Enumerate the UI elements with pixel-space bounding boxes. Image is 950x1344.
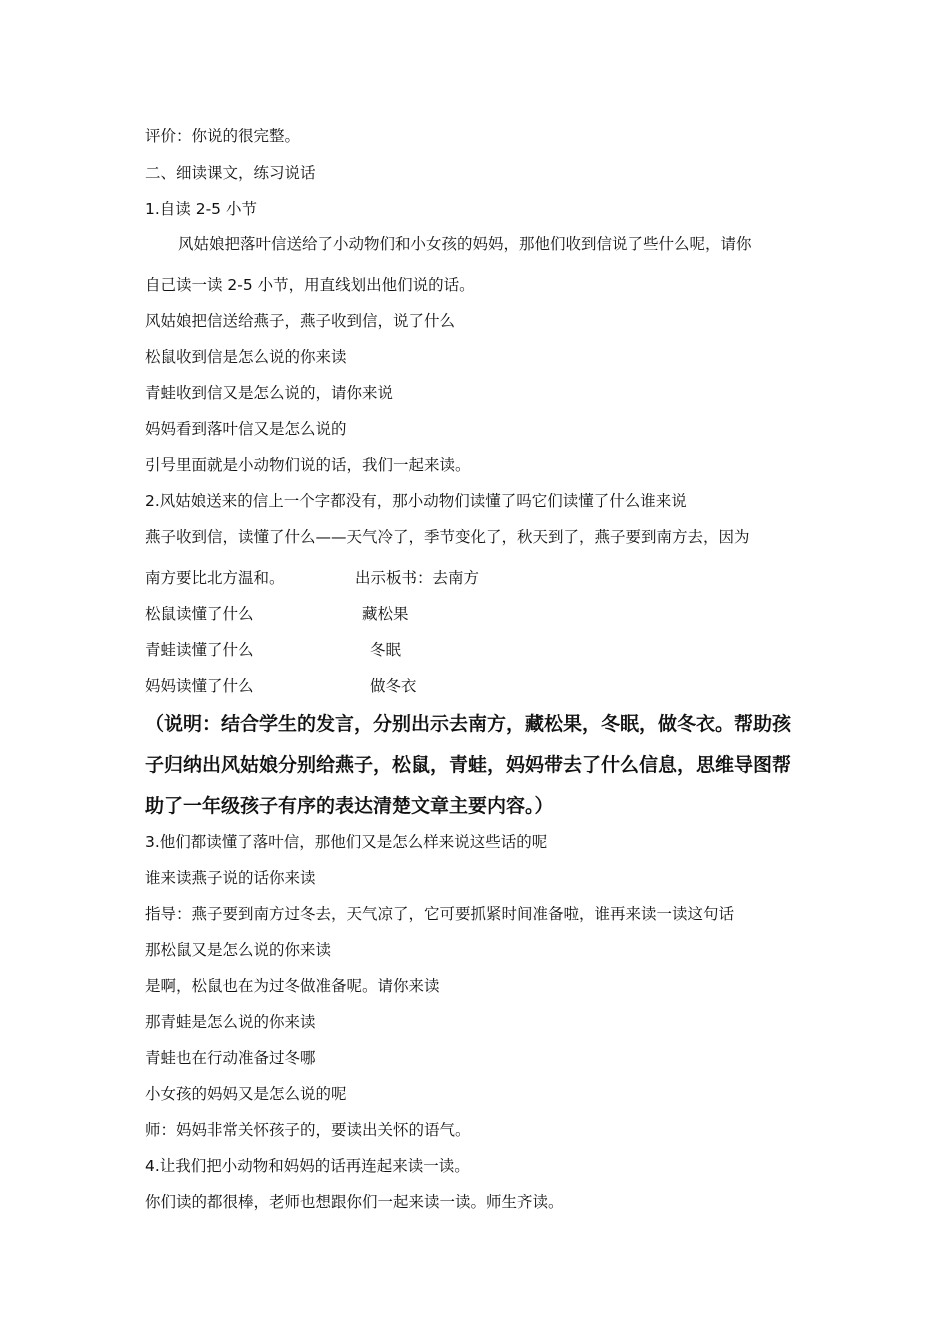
text-line: 评价：你说的很完整。 bbox=[145, 127, 301, 145]
text-line: 2.风姑娘送来的信上一个字都没有，那小动物们读懂了吗它们读懂了什么谁来说 bbox=[145, 492, 687, 510]
text-line: 你们读的都很棒，老师也想跟你们一起来读一读。师生齐读。 bbox=[145, 1193, 564, 1211]
text-line: 师：妈妈非常关怀孩子的，要读出关怀的语气。 bbox=[145, 1121, 471, 1139]
text-line: 那青蛙是怎么说的你来读 bbox=[145, 1013, 316, 1031]
paragraph-line: 燕子收到信，读懂了什么——天气冷了，季节变化了，秋天到了，燕子要到南方去，因为 bbox=[145, 528, 750, 546]
text-line: 松鼠读懂了什么 bbox=[145, 605, 254, 623]
text-line: 青蛙也在行动准备过冬哪 bbox=[145, 1049, 316, 1067]
paragraph-line: 自己读一读 2-5 小节，用直线划出他们说的话。 bbox=[145, 276, 475, 294]
text-line: 风姑娘把信送给燕子，燕子收到信，说了什么 bbox=[145, 312, 456, 330]
text-line: 青蛙读懂了什么 bbox=[145, 641, 254, 659]
text-line: 指导：燕子要到南方过冬去，天气凉了，它可要抓紧时间准备啦，谁再来读一读这句话 bbox=[145, 905, 735, 923]
text-line: 4.让我们把小动物和妈妈的话再连起来读一读。 bbox=[145, 1157, 470, 1175]
board-note: 做冬衣 bbox=[370, 677, 417, 695]
board-note: 藏松果 bbox=[362, 605, 409, 623]
text-line: 是啊，松鼠也在为过冬做准备呢。请你来读 bbox=[145, 977, 440, 995]
text-line: 那松鼠又是怎么说的你来读 bbox=[145, 941, 332, 959]
text-line: 3.他们都读懂了落叶信，那他们又是怎么样来说这些话的呢 bbox=[145, 833, 548, 851]
board-note: 冬眠 bbox=[370, 641, 402, 659]
text-line: 松鼠收到信是怎么说的你来读 bbox=[145, 348, 347, 366]
text-line: 谁来读燕子说的话你来读 bbox=[145, 869, 316, 887]
text-line: 小女孩的妈妈又是怎么说的呢 bbox=[145, 1085, 347, 1103]
bold-note-line: 助了一年级孩子有序的表达清楚文章主要内容。） bbox=[145, 795, 554, 817]
bold-note-line: （说明：结合学生的发言，分别出示去南方，藏松果，冬眠，做冬衣。帮助孩 bbox=[145, 713, 792, 735]
bold-note-line: 子归纳出风姑娘分别给燕子，松鼠，青蛙，妈妈带去了什么信息，思维导图帮 bbox=[145, 754, 792, 776]
paragraph-line: 南方要比北方温和。 bbox=[145, 569, 285, 587]
text-line: 青蛙收到信又是怎么说的，请你来说 bbox=[145, 384, 394, 402]
text-line: 妈妈看到落叶信又是怎么说的 bbox=[145, 420, 347, 438]
paragraph-line: 风姑娘把落叶信送给了小动物们和小女孩的妈妈，那他们收到信说了些什么呢，请你 bbox=[178, 235, 752, 253]
text-line: 1.自读 2-5 小节 bbox=[145, 200, 257, 218]
text-line: 引号里面就是小动物们说的话，我们一起来读。 bbox=[145, 456, 471, 474]
board-note: 出示板书：去南方 bbox=[355, 569, 480, 587]
section-heading: 二、细读课文，练习说话 bbox=[145, 164, 316, 182]
text-line: 妈妈读懂了什么 bbox=[145, 677, 254, 695]
